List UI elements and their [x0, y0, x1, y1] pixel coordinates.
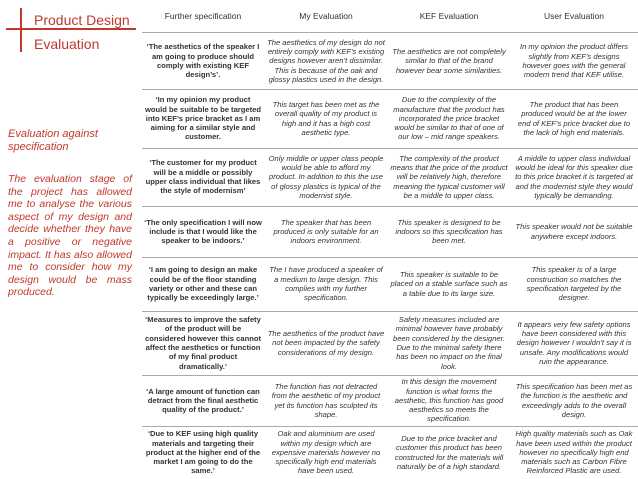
- table-cell-my: The speaker that has been produced is only suitable for an indoors environment.: [273, 217, 379, 246]
- table-cell-my: The I have produced a speaker of a medium to large design. This complies with my further specification.: [269, 265, 383, 303]
- table-cell-user: In my opinion the product differs slightly from KEF’s designs however goes with the general modern trend that KEF utilise.: [519, 42, 629, 80]
- table-cell-user: It appears very few safety options have been considered with this design however I wouldn’t say it is unsafe. Any modifications would ruin the appearance.: [516, 319, 632, 366]
- table-cell-my: Only middle or upper class people would be able to afford my product. In addition to this the use of glossy plastics is typical of the modernist style.: [268, 153, 384, 200]
- table-cell-kef: This speaker is designed to be indoors so this specification has been met.: [395, 217, 503, 246]
- table-cell-kef: Safety measures included are minimal however have probably been considered by the designer. Due to the minimal safety there has been no impact on the final look.: [392, 315, 505, 371]
- table-cell-spec: ‘The customer for my product will be a middle or possibly upper class individual that likes the style of modernism’: [145, 158, 261, 196]
- table-cell-spec: ‘Due to KEF using high quality materials and targeting their product at the higher end of the market I am going to do the same.’: [145, 429, 261, 476]
- table-cell-user: The product that has been produced would be at the lower end of KEF’s price bracket due to the lack of high end materials.: [517, 99, 631, 137]
- table-cell-user: A middle to upper class individual would be ideal for this speaker due to this price bracket it is targeted at and the modernist style they would typically be demanding.: [515, 153, 633, 200]
- page-title-line2: Evaluation: [34, 36, 100, 52]
- left-panel: [0, 0, 142, 479]
- table-cell-spec: ‘I am going to design an make could be of the floor standing variety or other and these can typically be exceedingly large.’: [147, 265, 259, 303]
- table-cell-spec: ‘The only specification I will now include is that I would like the speaker to be indoors.’: [144, 217, 262, 246]
- cross-mark-horizontal: [6, 28, 136, 30]
- table-cell-spec: ‘A large amount of function can detract from the final aesthetic quality of the product.’: [146, 386, 260, 415]
- column-header-my: My Evaluation: [299, 11, 353, 21]
- table-cell-spec: ‘The aesthetics of the speaker I am going to produce should comply with existing KEF design’s’.: [146, 42, 260, 80]
- column-header-kef: KEF Evaluation: [419, 11, 479, 21]
- row-divider: [142, 32, 638, 33]
- intro-paragraph: The evaluation stage of the project has allowed me to analyse the various aspect of my design and decide whether they have a positive or negative impact. It has also allowed me to consider how my design would be mass produced.: [8, 173, 132, 299]
- column-header-user: User Evaluation: [543, 11, 604, 21]
- cross-mark-vertical: [20, 8, 22, 52]
- table-cell-my: The aesthetics of my design do not entirely comply with KEF’s existing designs however aren’t dissimilar. This is because of the oak and glossy plastics used in the design.: [267, 37, 385, 84]
- table-cell-user: High quality materials such as Oak have been used within the product however no specifically high end materials such as Carbon Fibre Reinforced Plastic are used.: [515, 429, 633, 476]
- column-header-spec: Further specification: [164, 11, 242, 21]
- table-cell-kef: In this design the movement function is what forms the aesthetic, this function has good aesthetics so meets the specification.: [394, 377, 504, 424]
- table-cell-kef: The aesthetics are not completely similar to that of the brand however bear some similarities.: [392, 47, 506, 75]
- table-cell-my: The aesthetics of the product have not been impacted by the safety considerations of my design.: [267, 329, 385, 357]
- table-cell-kef: Due to the complexity of the manufacture that the product has incorporated the price bracket would be similar to that of one of our low – mid range speakers.: [393, 95, 505, 142]
- table-cell-my: The function has not detracted from the aesthetic of my product yet its function has sculpted its shape.: [271, 381, 381, 419]
- table-cell-my: Oak and aluminium are used within my design which are expensive materials however no specifically high end materials have been used.: [271, 429, 381, 476]
- evaluation-table: [142, 0, 638, 479]
- table-cell-user: This specification has been met as the function is the aesthetic and exceedingly adds to the overall design.: [515, 381, 633, 419]
- table-cell-spec: ‘Measures to improve the safety of the product will be considered however this cannot affect the aesthetics or function of my final product dramatically.’: [144, 315, 262, 371]
- table-cell-kef: The complexity of the product means that the price of the product will be relatively high, therefore meaning the typical customer will be a middle to upper class.: [390, 153, 508, 200]
- page-title-line1: Product Design: [34, 12, 130, 28]
- section-subtitle: Evaluation against specification: [8, 128, 98, 153]
- table-cell-user: This speaker is of a large construction so matches the specification targeted by the designer.: [526, 265, 622, 303]
- table-cell-user: This speaker would not be suitable anywhere except indoors.: [515, 222, 633, 241]
- table-cell-my: This target has been met as the overall quality of my product is high and it has a high cost aesthetic type.: [272, 99, 380, 137]
- table-cell-spec: ‘In my opinion my product would be suitable to be targeted into KEF’s price bracket as I am aiming for a similar style and customer.: [144, 95, 262, 142]
- table-cell-kef: Due to the price bracket and customer this product has been constructed for the materials will naturally be of a high standard.: [394, 433, 504, 471]
- table-cell-kef: This speaker is suitable to be placed on a stable surface such as a table due to its large size.: [390, 270, 508, 298]
